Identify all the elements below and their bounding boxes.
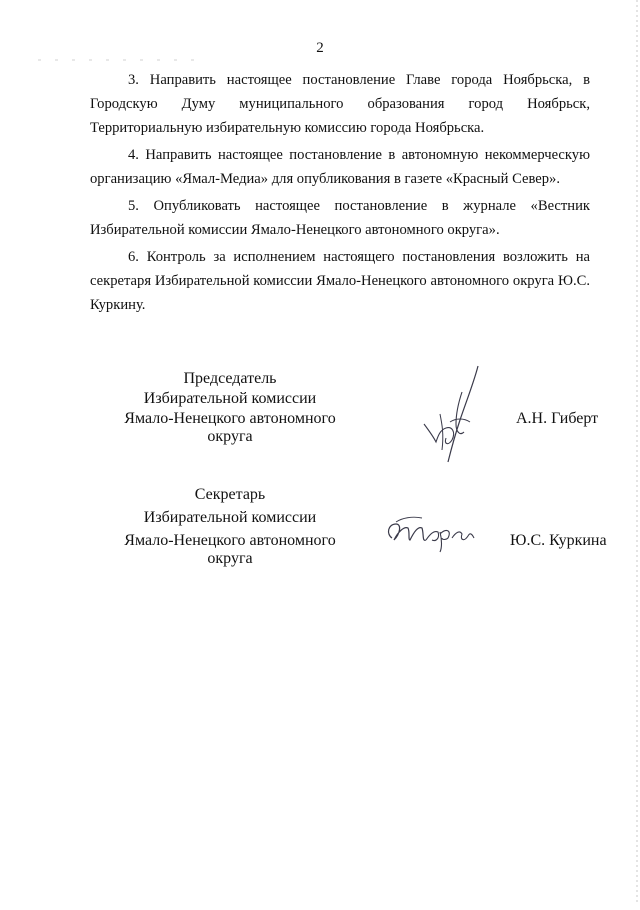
scan-edge-artifact <box>634 0 640 905</box>
document-body <box>90 68 590 320</box>
page-number: 2 <box>316 40 324 56</box>
secretary-district: Ямало-Ненецкого автономного округа <box>124 532 336 567</box>
secretary-name: Ю.С. Куркина <box>510 532 607 549</box>
paragraph-3: 3. Направить настоящее постановление Главе города Ноябрьска, в Городскую Думу муниципального образования город Ноябрьск, Территориальную избирательную комиссию города Ноябрьска. <box>90 72 590 136</box>
secretary-handwritten-signature <box>382 510 482 559</box>
chairman-title: Председатель <box>183 370 277 387</box>
paragraph-4: 4. Направить настоящее постановление в автономную некоммерческую организацию «Ямал-Медиа» для опубликования в газете «Красный Север». <box>90 147 590 187</box>
paragraph-5: 5. Опубликовать настоящее постановление в журнале «Вестник Избирательной комиссии Ямало-Ненецкого автономного округа». <box>90 198 590 238</box>
paragraph-6: 6. Контроль за исполнением настоящего постановления возложить на секретаря Избирательной комиссии Ямало-Ненецкого автономного округа Ю.С. Куркину. <box>90 249 590 313</box>
secretary-commission: Избирательной комиссии <box>143 509 317 526</box>
chairman-name: А.Н. Гиберт <box>516 410 599 427</box>
chairman-handwritten-signature <box>416 362 496 477</box>
chairman-district: Ямало-Ненецкого автономного округа <box>124 410 336 445</box>
chairman-commission: Избирательной комиссии <box>143 390 317 407</box>
secretary-title: Секретарь <box>194 486 266 503</box>
